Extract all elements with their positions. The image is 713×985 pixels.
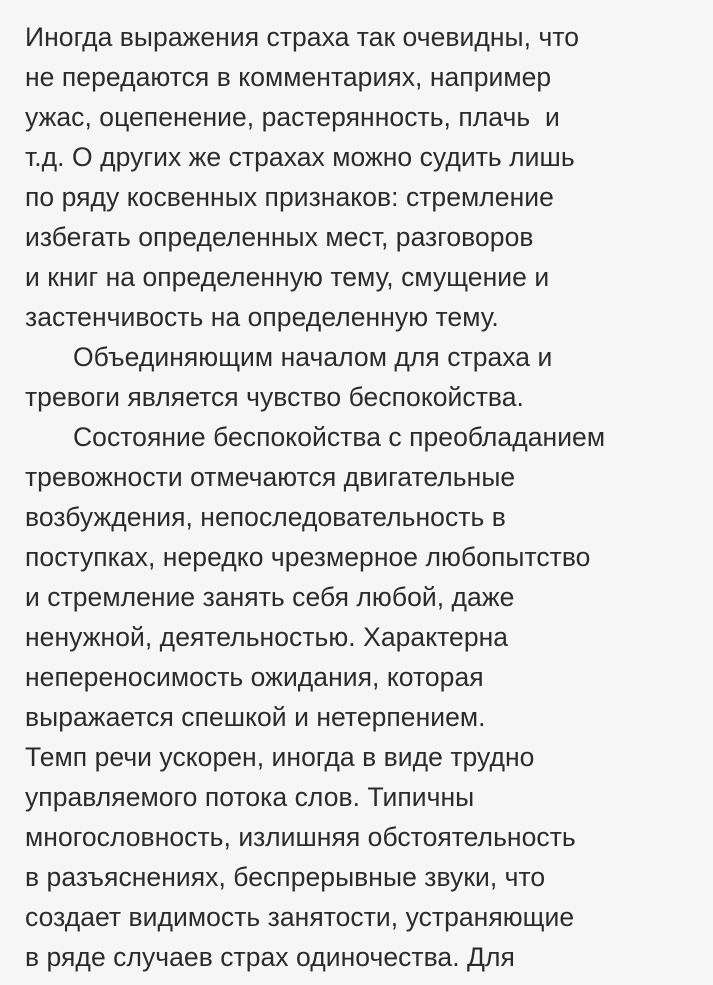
- text-line: Темп речи ускорен, иногда в виде трудно: [25, 742, 535, 772]
- text-line: не передаются в комментариях, например: [25, 62, 552, 92]
- text-line: многословность, излишняя обстоятельность: [25, 822, 576, 852]
- paragraph-first-line: Объединяющим началом для страха и: [73, 342, 553, 372]
- text-line: застенчивость на определенную тему.: [25, 302, 499, 332]
- text-line: ужас, оцепенение, растерянность, плачь и: [25, 102, 560, 132]
- text-line: в разъяснениях, беспрерывные звуки, что: [25, 862, 546, 892]
- text-line: создает видимость занятости, устраняющие: [25, 902, 575, 932]
- document-text: [25, 17, 713, 977]
- text-line: управляемого потока слов. Типичны: [25, 782, 475, 812]
- text-line: тревоги является чувство беспокойства.: [25, 382, 524, 412]
- text-line: поступках, нередко чрезмерное любопытство: [25, 542, 591, 572]
- text-line: в ряде случаев страх одиночества. Для: [25, 942, 515, 972]
- text-line: выражается спешкой и нетерпением.: [25, 702, 486, 732]
- text-line: возбуждения, непоследовательность в: [25, 502, 506, 532]
- text-line: избегать определенных мест, разговоров: [25, 222, 534, 252]
- paragraph-first-line: Состояние беспокойства с преобладанием: [73, 422, 606, 452]
- text-line: ненужной, деятельностью. Характерна: [25, 622, 509, 652]
- text-line: и стремление занять себя любой, даже: [25, 582, 515, 612]
- text-line: Иногда выражения страха так очевидны, что: [25, 22, 580, 52]
- text-line: и книг на определенную тему, смущение и: [25, 262, 550, 292]
- text-line: по ряду косвенных признаков: стремление: [25, 182, 554, 212]
- text-line: тревожности отмечаются двигательные: [25, 462, 516, 492]
- text-line: т.д. О других же страхах можно судить лишь: [25, 142, 575, 172]
- text-line: непереносимость ожидания, которая: [25, 662, 484, 692]
